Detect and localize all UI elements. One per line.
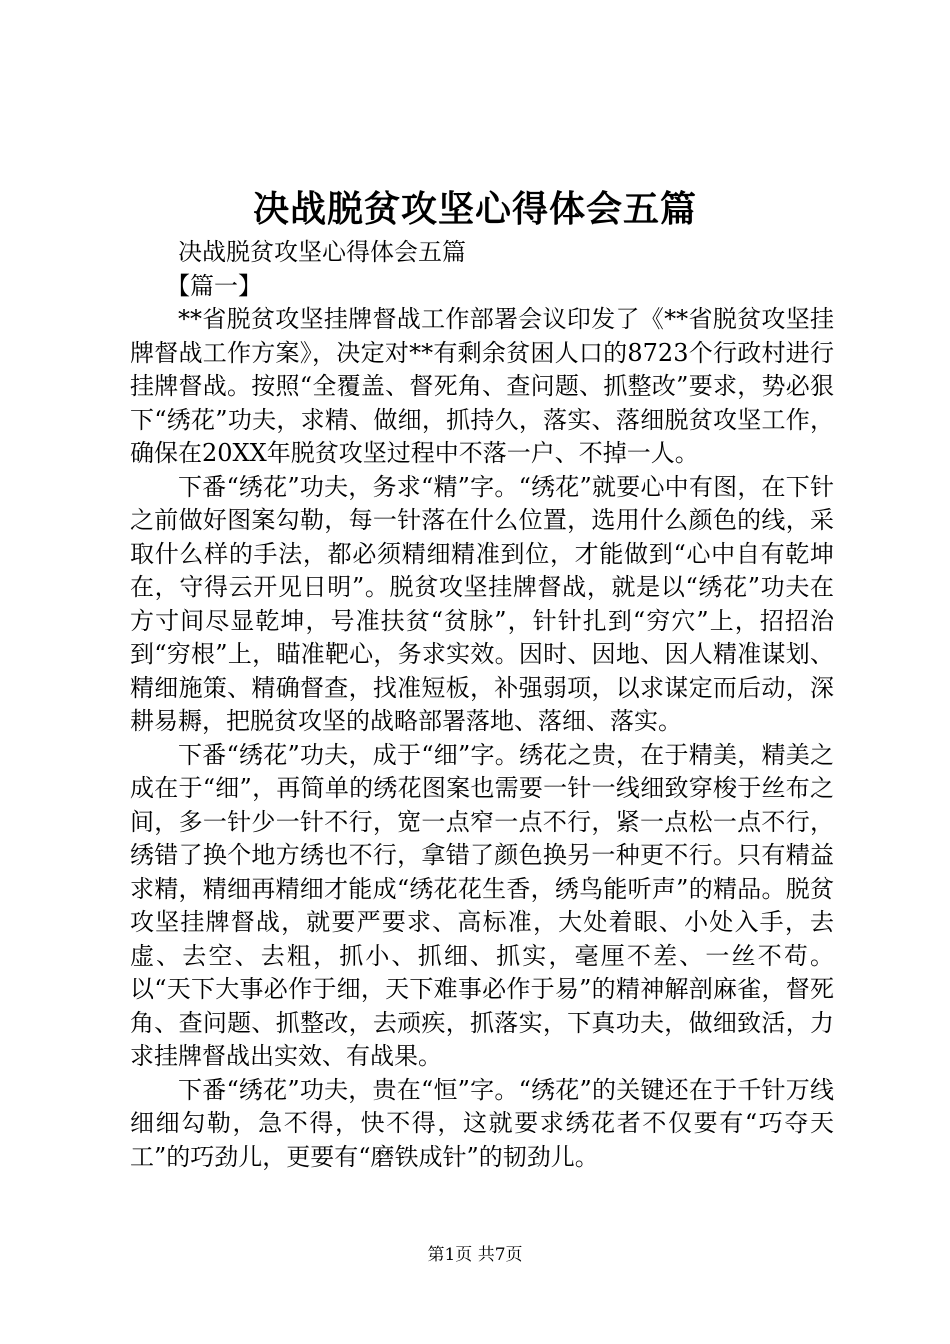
document-subtitle: 决战脱贫攻坚心得体会五篇 bbox=[178, 238, 466, 266]
document-body bbox=[130, 236, 834, 1174]
body-paragraph: 下番“绣花”功夫，成于“细”字。绣花之贵，在于精美，精美之成在于“细”，再简单的绣花图案也需要一针一线细致穿梭于丝布之间，多一针少一针不行，宽一点窄一点不行，紧一点松一点不行，绣错了换个地方绣也不行，拿错了颜色换另一种更不行。只有精益求精，精细再精细才能成“绣花花生香，绣鸟能听声”的精品。脱贫攻坚挂牌督战，就要严要求、高标准，大处着眼、小处入手，去虚、去空、去粗，抓小、抓细、抓实，毫厘不差、一丝不苟。以“天下大事必作于细，天下难事必作于易”的精神解剖麻雀，督死角、查问题、抓整改，去顽疾，抓落实，下真功夫，做细致活，力求挂牌督战出实效、有战果。 bbox=[130, 740, 834, 1070]
section-label: 【篇一】 bbox=[166, 271, 262, 300]
body-paragraph: 下番“绣花”功夫，务求“精”字。“绣花”就要心中有图，在下针之前做好图案勾勒，每一针落在什么位置，选用什么颜色的线，采取什么样的手法，都必须精细精准到位，才能做到“心中自有乾坤在，守得云开见日明”。脱贫攻坚挂牌督战，就是以“绣花”功夫在方寸间尽显乾坤，号准扶贫“贫脉”，针针扎到“穷穴”上，招招治到“穷根”上，瞄准靶心，务求实效。因时、因地、因人精准谋划、精细施策、精确督查，找准短板，补强弱项，以求谋定而后动，深耕易耨，把脱贫攻坚的战略部署落地、落细、落实。 bbox=[130, 472, 834, 735]
body-paragraph: **省脱贫攻坚挂牌督战工作部署会议印发了《**省脱贫攻坚挂牌督战工作方案》，决定对**有剩余贫困人口的8723个行政村进行挂牌督战。按照“全覆盖、督死角、查问题、抓整改”要求，势必狠下“绣花”功夫，求精、做细，抓持久，落实、落细脱贫攻坚工作，确保在20XX年脱贫攻坚过程中不落一户、不掉一人。 bbox=[130, 305, 834, 467]
body-paragraph: 下番“绣花”功夫，贵在“恒”字。“绣花”的关键还在于千针万线细细勾勒，急不得，快不得，这就要求绣花者不仅要有“巧夺天工”的巧劲儿，更要有“磨铁成针”的韧劲儿。 bbox=[130, 1075, 834, 1171]
document-title: 决战脱贫攻坚心得体会五篇 bbox=[252, 188, 697, 230]
page-footer: 第1页 共7页 bbox=[427, 1245, 523, 1265]
